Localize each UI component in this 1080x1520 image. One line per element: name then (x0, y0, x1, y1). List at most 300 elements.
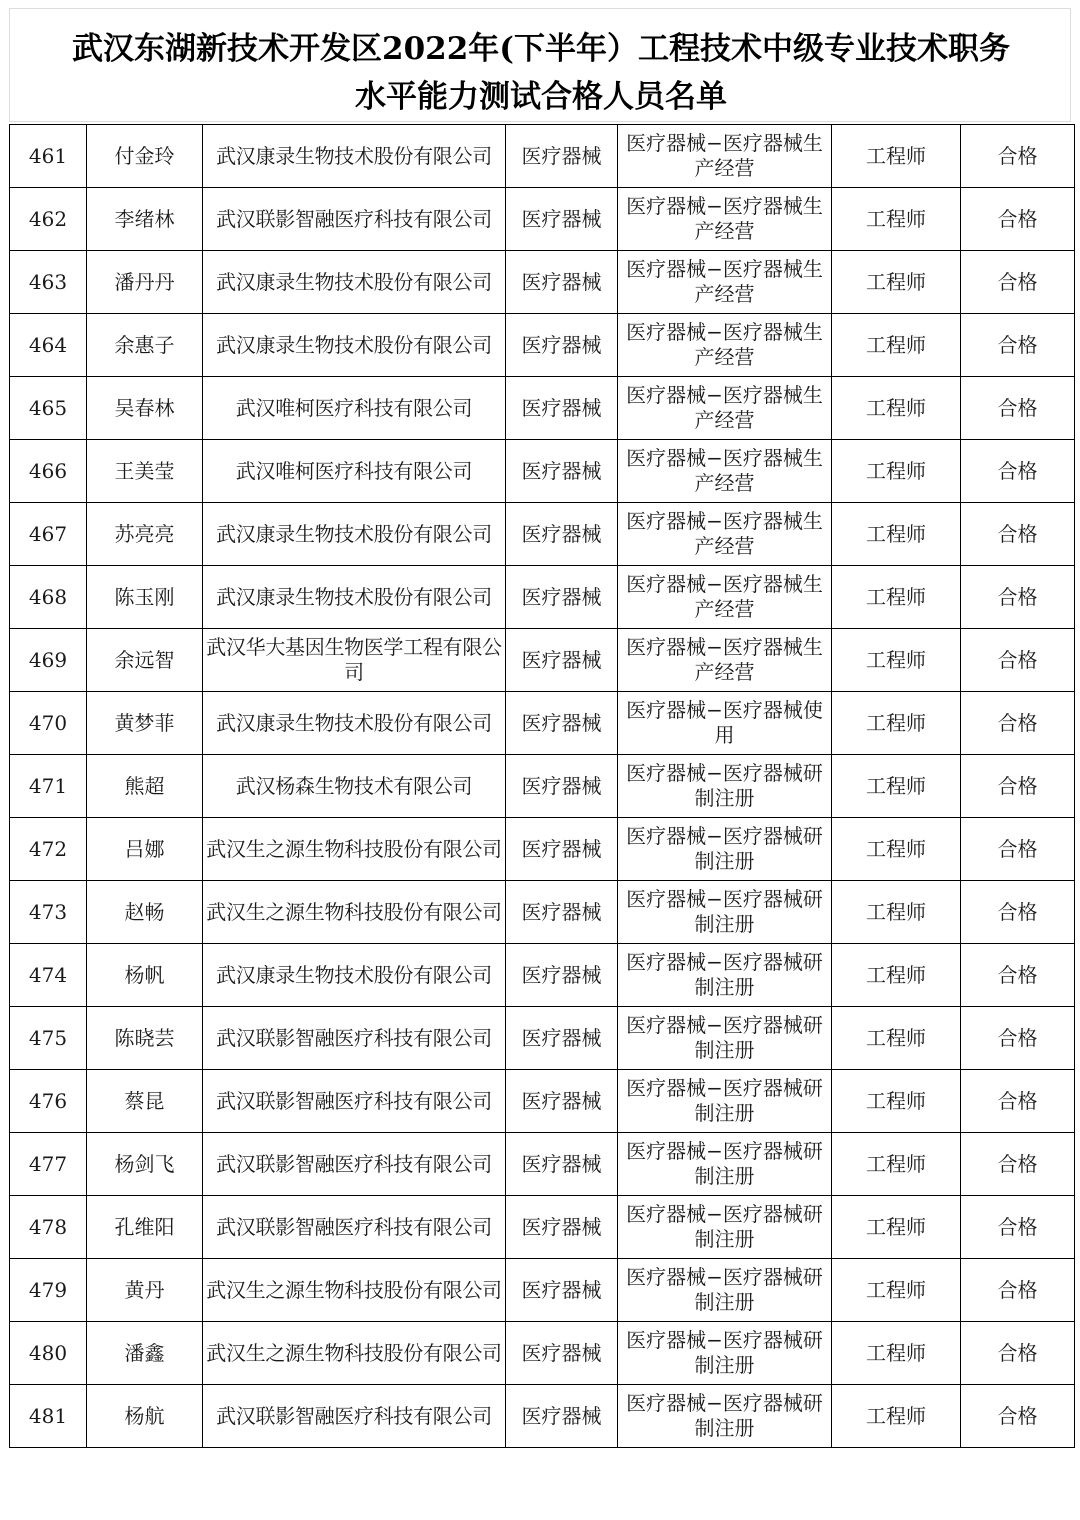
person-name: 付金玲 (114, 143, 175, 168)
person-name-cell (87, 1385, 203, 1448)
person-name: 赵畅 (124, 899, 165, 924)
row-number-cell (10, 818, 87, 881)
specialty-name: 医疗器械−医疗器械研制注册 (626, 950, 823, 999)
person-name: 陈玉刚 (114, 584, 175, 609)
field-name-cell (506, 251, 618, 314)
table-row (10, 566, 1075, 629)
result-status: 合格 (997, 584, 1038, 609)
result-status: 合格 (997, 206, 1038, 231)
row-number: 475 (28, 1025, 68, 1050)
specialty-name: 医疗器械−医疗器械研制注册 (626, 1202, 823, 1251)
job-title: 工程师 (866, 1277, 926, 1302)
row-number: 462 (28, 206, 68, 231)
company-name: 武汉康录生物技术股份有限公司 (216, 962, 492, 987)
field-name: 医疗器械 (521, 962, 602, 987)
table-row (10, 125, 1075, 188)
person-name: 余远智 (114, 647, 175, 672)
field-name-cell (506, 755, 618, 818)
row-number: 465 (28, 395, 68, 420)
person-name: 苏亮亮 (114, 521, 175, 546)
field-name-cell (506, 377, 618, 440)
field-name: 医疗器械 (521, 710, 602, 735)
job-title-cell (832, 1133, 961, 1196)
job-title-cell (832, 881, 961, 944)
field-name-cell (506, 1133, 618, 1196)
row-number: 477 (28, 1151, 68, 1176)
result-status: 合格 (997, 710, 1038, 735)
row-number-cell (10, 1259, 87, 1322)
specialty-name-cell (618, 755, 832, 818)
field-name: 医疗器械 (521, 143, 602, 168)
specialty-name: 医疗器械−医疗器械生产经营 (626, 509, 823, 558)
row-number: 471 (28, 773, 68, 798)
result-status-cell (961, 1133, 1075, 1196)
result-status-cell (961, 125, 1075, 188)
row-number: 478 (28, 1214, 68, 1239)
result-status-cell (961, 314, 1075, 377)
table-row (10, 692, 1075, 755)
table-row (10, 440, 1075, 503)
company-name-cell (203, 1196, 506, 1259)
specialty-name: 医疗器械−医疗器械研制注册 (626, 1328, 823, 1377)
specialty-name: 医疗器械−医疗器械研制注册 (626, 1013, 823, 1062)
company-name: 武汉康录生物技术股份有限公司 (216, 521, 492, 546)
result-status: 合格 (997, 962, 1038, 987)
person-name: 陈晓芸 (114, 1025, 175, 1050)
company-name-cell (203, 1007, 506, 1070)
company-name: 武汉联影智融医疗科技有限公司 (216, 1025, 492, 1050)
specialty-name: 医疗器械−医疗器械生产经营 (626, 257, 823, 306)
company-name: 武汉华大基因生物医学工程有限公司 (206, 635, 502, 684)
job-title-cell (832, 440, 961, 503)
result-status: 合格 (997, 269, 1038, 294)
table-row (10, 944, 1075, 1007)
row-number: 476 (28, 1088, 68, 1113)
row-number-cell (10, 1322, 87, 1385)
row-number: 480 (28, 1340, 68, 1365)
job-title-cell (832, 755, 961, 818)
row-number-cell (10, 1070, 87, 1133)
company-name: 武汉联影智融医疗科技有限公司 (216, 1214, 492, 1239)
specialty-name-cell (618, 440, 832, 503)
person-name: 杨剑飞 (114, 1151, 175, 1176)
job-title: 工程师 (866, 1340, 926, 1365)
field-name: 医疗器械 (521, 773, 602, 798)
field-name-cell (506, 692, 618, 755)
person-name-cell (87, 377, 203, 440)
person-name-cell (87, 629, 203, 692)
result-status-cell (961, 440, 1075, 503)
result-status-cell (961, 692, 1075, 755)
table-row (10, 377, 1075, 440)
specialty-name-cell (618, 881, 832, 944)
result-status: 合格 (997, 1088, 1038, 1113)
company-name: 武汉生之源生物科技股份有限公司 (206, 836, 502, 861)
job-title: 工程师 (866, 1214, 926, 1239)
job-title-cell (832, 188, 961, 251)
row-number-cell (10, 125, 87, 188)
table-row (10, 1070, 1075, 1133)
person-name-cell (87, 1196, 203, 1259)
specialty-name: 医疗器械−医疗器械研制注册 (626, 1076, 823, 1125)
row-number: 481 (28, 1403, 68, 1428)
row-number-cell (10, 566, 87, 629)
field-name-cell (506, 1007, 618, 1070)
field-name: 医疗器械 (521, 836, 602, 861)
job-title: 工程师 (866, 584, 926, 609)
specialty-name-cell (618, 629, 832, 692)
person-name-cell (87, 1322, 203, 1385)
person-name-cell (87, 755, 203, 818)
job-title: 工程师 (866, 962, 926, 987)
job-title: 工程师 (866, 458, 926, 483)
person-name-cell (87, 566, 203, 629)
company-name-cell (203, 1322, 506, 1385)
specialty-name-cell (618, 566, 832, 629)
company-name-cell (203, 188, 506, 251)
field-name: 医疗器械 (521, 1214, 602, 1239)
result-status: 合格 (997, 521, 1038, 546)
field-name-cell (506, 1070, 618, 1133)
result-status: 合格 (997, 143, 1038, 168)
job-title: 工程师 (866, 899, 926, 924)
table-row (10, 503, 1075, 566)
person-name-cell (87, 125, 203, 188)
specialty-name-cell (618, 944, 832, 1007)
company-name-cell (203, 503, 506, 566)
job-title-cell (832, 566, 961, 629)
company-name: 武汉联影智融医疗科技有限公司 (216, 1403, 492, 1428)
job-title-cell (832, 1385, 961, 1448)
field-name-cell (506, 125, 618, 188)
field-name: 医疗器械 (521, 1025, 602, 1050)
table-row (10, 755, 1075, 818)
field-name-cell (506, 566, 618, 629)
result-status: 合格 (997, 1151, 1038, 1176)
job-title: 工程师 (866, 1088, 926, 1113)
company-name: 武汉康录生物技术股份有限公司 (216, 332, 492, 357)
result-status-cell (961, 1070, 1075, 1133)
specialty-name-cell (618, 503, 832, 566)
job-title-cell (832, 692, 961, 755)
company-name-cell (203, 440, 506, 503)
company-name: 武汉联影智融医疗科技有限公司 (216, 1151, 492, 1176)
job-title: 工程师 (866, 1151, 926, 1176)
person-name: 孔维阳 (114, 1214, 175, 1239)
company-name-cell (203, 1259, 506, 1322)
table-row (10, 1259, 1075, 1322)
company-name-cell (203, 692, 506, 755)
specialty-name-cell (618, 1322, 832, 1385)
specialty-name: 医疗器械−医疗器械研制注册 (626, 761, 823, 810)
field-name: 医疗器械 (521, 395, 602, 420)
field-name-cell (506, 818, 618, 881)
field-name: 医疗器械 (521, 1151, 602, 1176)
person-name-cell (87, 440, 203, 503)
row-number-cell (10, 944, 87, 1007)
specialty-name: 医疗器械−医疗器械研制注册 (626, 1391, 823, 1440)
company-name: 武汉康录生物技术股份有限公司 (216, 269, 492, 294)
row-number-cell (10, 881, 87, 944)
result-status-cell (961, 818, 1075, 881)
job-title-cell (832, 1196, 961, 1259)
company-name-cell (203, 629, 506, 692)
field-name: 医疗器械 (521, 1088, 602, 1113)
person-name-cell (87, 1259, 203, 1322)
specialty-name: 医疗器械−医疗器械生产经营 (626, 320, 823, 369)
row-number-cell (10, 755, 87, 818)
job-title-cell (832, 377, 961, 440)
specialty-name: 医疗器械−医疗器械研制注册 (626, 1265, 823, 1314)
specialty-name: 医疗器械−医疗器械研制注册 (626, 887, 823, 936)
field-name-cell (506, 881, 618, 944)
table-row (10, 251, 1075, 314)
job-title: 工程师 (866, 836, 926, 861)
specialty-name-cell (618, 1385, 832, 1448)
result-status: 合格 (997, 899, 1038, 924)
company-name: 武汉唯柯医疗科技有限公司 (235, 458, 473, 483)
specialty-name-cell (618, 818, 832, 881)
company-name: 武汉联影智融医疗科技有限公司 (216, 1088, 492, 1113)
company-name: 武汉康录生物技术股份有限公司 (216, 584, 492, 609)
specialty-name-cell (618, 251, 832, 314)
field-name-cell (506, 503, 618, 566)
job-title-cell (832, 1259, 961, 1322)
row-number-cell (10, 314, 87, 377)
job-title: 工程师 (866, 269, 926, 294)
result-status: 合格 (997, 1403, 1038, 1428)
person-name-cell (87, 251, 203, 314)
specialty-name-cell (618, 314, 832, 377)
result-status: 合格 (997, 332, 1038, 357)
result-status-cell (961, 503, 1075, 566)
company-name-cell (203, 566, 506, 629)
company-name-cell (203, 755, 506, 818)
job-title: 工程师 (866, 773, 926, 798)
row-number-cell (10, 188, 87, 251)
result-status-cell (961, 629, 1075, 692)
job-title-cell (832, 503, 961, 566)
person-name: 黄丹 (124, 1277, 165, 1302)
field-name: 医疗器械 (521, 1403, 602, 1428)
result-status-cell (961, 1322, 1075, 1385)
job-title: 工程师 (866, 143, 926, 168)
result-status-cell (961, 1259, 1075, 1322)
field-name-cell (506, 1259, 618, 1322)
row-number-cell (10, 1385, 87, 1448)
title-box (9, 8, 1071, 122)
company-name: 武汉康录生物技术股份有限公司 (216, 710, 492, 735)
person-name: 潘丹丹 (114, 269, 175, 294)
document-title-line-1: 武汉东湖新技术开发区2022年(下半年）工程技术中级专业技术职务 (72, 31, 1010, 67)
specialty-name: 医疗器械−医疗器械研制注册 (626, 1139, 823, 1188)
specialty-name-cell (618, 1070, 832, 1133)
company-name: 武汉生之源生物科技股份有限公司 (206, 899, 502, 924)
person-name: 蔡昆 (124, 1088, 165, 1113)
job-title-cell (832, 1070, 961, 1133)
row-number-cell (10, 692, 87, 755)
company-name: 武汉联影智融医疗科技有限公司 (216, 206, 492, 231)
qualified-personnel-table (9, 124, 1075, 1448)
field-name-cell (506, 188, 618, 251)
job-title: 工程师 (866, 206, 926, 231)
specialty-name-cell (618, 692, 832, 755)
row-number-cell (10, 1196, 87, 1259)
specialty-name-cell (618, 1133, 832, 1196)
result-status-cell (961, 1007, 1075, 1070)
company-name-cell (203, 818, 506, 881)
result-status-cell (961, 1385, 1075, 1448)
company-name: 武汉生之源生物科技股份有限公司 (206, 1340, 502, 1365)
job-title-cell (832, 125, 961, 188)
result-status-cell (961, 377, 1075, 440)
specialty-name: 医疗器械−医疗器械研制注册 (626, 824, 823, 873)
person-name-cell (87, 188, 203, 251)
result-status-cell (961, 251, 1075, 314)
person-name: 黄梦菲 (114, 710, 175, 735)
company-name-cell (203, 1070, 506, 1133)
person-name-cell (87, 1070, 203, 1133)
job-title-cell (832, 251, 961, 314)
company-name-cell (203, 881, 506, 944)
specialty-name-cell (618, 125, 832, 188)
result-status-cell (961, 188, 1075, 251)
job-title-cell (832, 629, 961, 692)
specialty-name: 医疗器械−医疗器械生产经营 (626, 635, 823, 684)
row-number: 470 (28, 710, 68, 735)
row-number: 463 (28, 269, 68, 294)
person-name-cell (87, 1133, 203, 1196)
job-title: 工程师 (866, 395, 926, 420)
person-name: 潘鑫 (124, 1340, 165, 1365)
specialty-name-cell (618, 1196, 832, 1259)
row-number-cell (10, 1133, 87, 1196)
job-title: 工程师 (866, 332, 926, 357)
specialty-name-cell (618, 188, 832, 251)
result-status: 合格 (997, 773, 1038, 798)
person-name-cell (87, 692, 203, 755)
table-row (10, 1007, 1075, 1070)
specialty-name: 医疗器械−医疗器械生产经营 (626, 131, 823, 180)
field-name: 医疗器械 (521, 647, 602, 672)
person-name-cell (87, 314, 203, 377)
row-number: 474 (28, 962, 68, 987)
result-status-cell (961, 944, 1075, 1007)
result-status: 合格 (997, 395, 1038, 420)
company-name: 武汉唯柯医疗科技有限公司 (235, 395, 473, 420)
row-number: 473 (28, 899, 68, 924)
table-row (10, 818, 1075, 881)
result-status: 合格 (997, 1025, 1038, 1050)
field-name: 医疗器械 (521, 1340, 602, 1365)
field-name-cell (506, 1322, 618, 1385)
row-number: 468 (28, 584, 68, 609)
person-name: 吕娜 (124, 836, 165, 861)
row-number-cell (10, 503, 87, 566)
company-name-cell (203, 944, 506, 1007)
field-name-cell (506, 944, 618, 1007)
company-name-cell (203, 125, 506, 188)
field-name: 医疗器械 (521, 521, 602, 546)
person-name: 杨航 (124, 1403, 165, 1428)
row-number: 464 (28, 332, 68, 357)
table-row (10, 314, 1075, 377)
result-status: 合格 (997, 1340, 1038, 1365)
company-name-cell (203, 1385, 506, 1448)
result-status-cell (961, 566, 1075, 629)
field-name: 医疗器械 (521, 1277, 602, 1302)
company-name: 武汉杨森生物技术有限公司 (235, 773, 473, 798)
field-name: 医疗器械 (521, 584, 602, 609)
person-name: 余惠子 (114, 332, 175, 357)
field-name: 医疗器械 (521, 332, 602, 357)
person-name: 李绪林 (114, 206, 175, 231)
person-name: 吴春林 (114, 395, 175, 420)
result-status-cell (961, 755, 1075, 818)
row-number: 472 (28, 836, 68, 861)
row-number: 466 (28, 458, 68, 483)
field-name: 医疗器械 (521, 269, 602, 294)
job-title: 工程师 (866, 1025, 926, 1050)
person-name: 熊超 (124, 773, 165, 798)
job-title-cell (832, 1322, 961, 1385)
row-number: 479 (28, 1277, 68, 1302)
table-row (10, 629, 1075, 692)
company-name-cell (203, 377, 506, 440)
company-name-cell (203, 1133, 506, 1196)
job-title-cell (832, 944, 961, 1007)
table-row (10, 1133, 1075, 1196)
company-name-cell (203, 314, 506, 377)
field-name-cell (506, 1385, 618, 1448)
result-status: 合格 (997, 647, 1038, 672)
specialty-name: 医疗器械−医疗器械生产经营 (626, 446, 823, 495)
job-title-cell (832, 1007, 961, 1070)
result-status: 合格 (997, 836, 1038, 861)
specialty-name-cell (618, 1007, 832, 1070)
row-number-cell (10, 377, 87, 440)
job-title-cell (832, 818, 961, 881)
table-row (10, 1322, 1075, 1385)
field-name-cell (506, 1196, 618, 1259)
row-number-cell (10, 440, 87, 503)
job-title: 工程师 (866, 521, 926, 546)
table-body (10, 125, 1075, 1448)
table-row (10, 881, 1075, 944)
job-title: 工程师 (866, 1403, 926, 1428)
job-title: 工程师 (866, 647, 926, 672)
result-status-cell (961, 1196, 1075, 1259)
row-number-cell (10, 629, 87, 692)
table-row (10, 1385, 1075, 1448)
specialty-name-cell (618, 377, 832, 440)
row-number: 461 (28, 143, 68, 168)
specialty-name-cell (618, 1259, 832, 1322)
row-number-cell (10, 251, 87, 314)
company-name: 武汉康录生物技术股份有限公司 (216, 143, 492, 168)
field-name: 医疗器械 (521, 206, 602, 231)
result-status: 合格 (997, 1277, 1038, 1302)
job-title: 工程师 (866, 710, 926, 735)
result-status: 合格 (997, 1214, 1038, 1239)
specialty-name: 医疗器械−医疗器械生产经营 (626, 572, 823, 621)
field-name: 医疗器械 (521, 458, 602, 483)
table-row (10, 1196, 1075, 1259)
person-name-cell (87, 1007, 203, 1070)
specialty-name: 医疗器械−医疗器械使用 (626, 698, 823, 747)
person-name: 杨帆 (124, 962, 165, 987)
field-name-cell (506, 440, 618, 503)
